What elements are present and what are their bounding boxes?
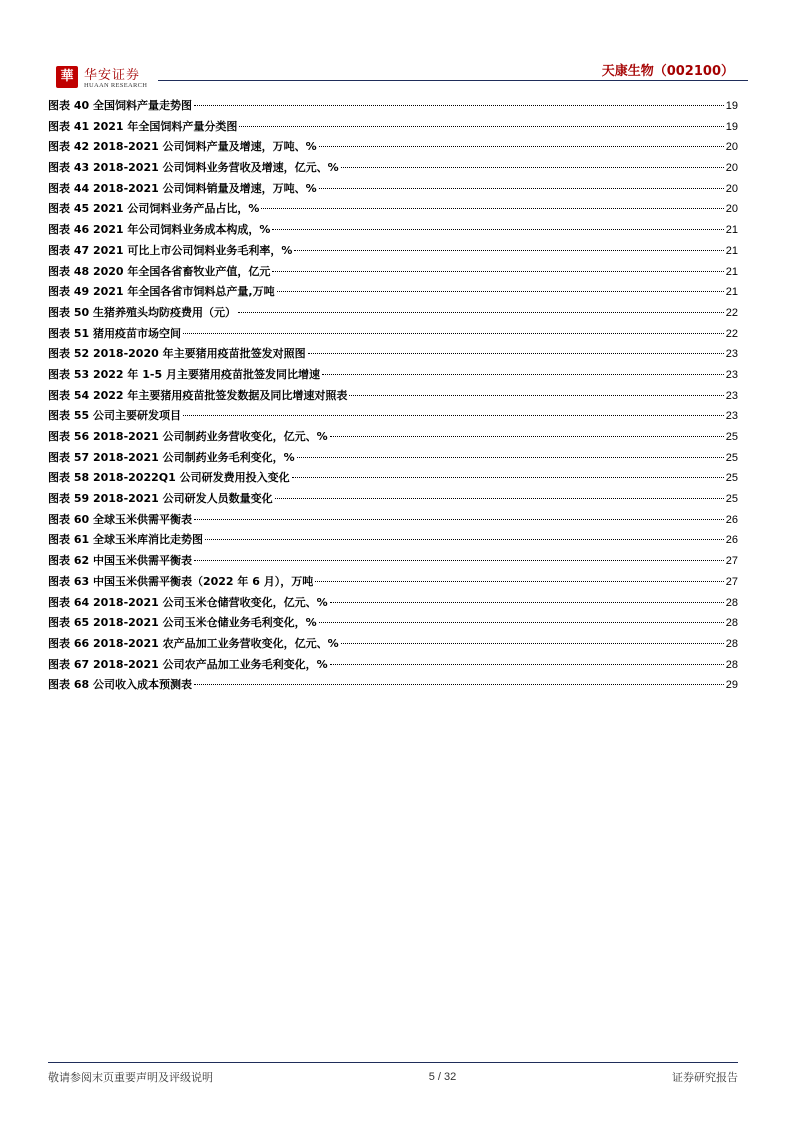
toc-entry[interactable] [48,490,738,511]
toc-leader-dots [272,271,723,272]
toc-entry-page[interactable]: 23 [725,368,738,381]
toc-entry[interactable] [48,635,738,656]
toc-entry-page[interactable]: 27 [725,555,738,568]
toc-leader-dots [194,560,724,561]
toc-leader-dots [308,353,724,354]
toc-entry-page[interactable]: 19 [725,100,738,112]
toc-entry[interactable] [48,387,738,408]
toc-entry-page[interactable]: 22 [725,306,738,319]
page-footer [48,1062,738,1085]
toc-entry[interactable] [48,511,738,532]
toc-leader-dots [194,519,724,520]
toc-entry-label[interactable]: 图表 49 2021 年全国各省市饲料总产量,万吨 [48,285,275,299]
toc-entry-label[interactable]: 图表 68 公司收入成本预测表 [48,678,192,692]
toc-leader-dots [319,188,724,189]
toc-entry-page[interactable]: 22 [725,327,738,340]
footer-divider [48,1062,738,1063]
toc-entry[interactable] [48,159,738,180]
disclaimer-note: 敬请参阅末页重要声明及评级说明 [48,1071,213,1084]
toc-entry-page[interactable]: 21 [725,286,738,299]
toc-entry-label[interactable]: 图表 52 2018-2020 年主要猪用疫苗批签发对照图 [48,347,306,361]
toc-entry-label[interactable]: 图表 65 2018-2021 公司玉米仓储业务毛利变化，% [48,616,317,630]
toc-leader-dots [183,415,724,416]
toc-entry-page[interactable]: 25 [725,493,738,506]
toc-leader-dots [194,684,724,685]
huaan-logo-icon: 華 [56,66,78,88]
toc-entry-label[interactable]: 图表 66 2018-2021 农产品加工业务营收变化，亿元、% [48,636,339,650]
logo-name-en: HUAAN RESEARCH [84,82,148,89]
toc-entry-label[interactable]: 图表 45 2021 公司饲料业务产品占比，% [48,202,260,216]
toc-leader-dots [330,436,724,437]
toc-entry-page[interactable]: 23 [725,410,738,423]
toc-entry-label[interactable]: 图表 46 2021 年公司饲料业务成本构成，% [48,223,271,237]
toc-entry[interactable] [48,242,738,263]
toc-entry-page[interactable]: 28 [725,637,738,650]
toc-entry[interactable] [48,676,738,697]
toc-leader-dots [297,457,724,458]
toc-leader-dots [238,312,724,313]
toc-leader-dots [315,581,724,582]
toc-leader-dots [272,229,723,230]
toc-entry-label[interactable]: 图表 63 中国玉米供需平衡表（2022 年 6 月），万吨 [48,574,314,588]
toc-entry-label[interactable]: 图表 62 中国玉米供需平衡表 [48,554,192,568]
toc-entry-label[interactable]: 图表 56 2018-2021 公司制药业务营收变化，亿元、% [48,430,328,443]
toc-entry-label[interactable]: 图表 40 全国饲料产量走势图 [48,99,192,112]
toc-entry-page[interactable]: 19 [725,120,738,133]
toc-entry-label[interactable]: 图表 43 2018-2021 公司饲料业务营收及增速，亿元、% [48,161,339,175]
toc-entry[interactable] [48,325,738,346]
toc-entry[interactable] [48,449,738,470]
toc-entry[interactable] [48,180,738,201]
page-number: 5 / 32 [428,1071,457,1083]
toc-entry-page[interactable]: 25 [725,451,738,464]
logo-name-cn: 华安证券 [84,68,141,83]
toc-entry[interactable] [48,221,738,242]
toc-entry-label[interactable]: 图表 54 2022 年主要猪用疫苗批签发数据及同比增速对照表 [48,388,348,402]
toc-entry[interactable] [48,304,738,325]
toc-entry-page[interactable]: 28 [725,617,738,630]
toc-entry-page[interactable]: 28 [725,658,738,671]
toc-entry[interactable] [48,656,738,677]
toc-leader-dots [322,374,724,375]
toc-entry-label[interactable]: 图表 64 2018-2021 公司玉米仓储营收变化，亿元、% [48,595,328,609]
figure-index-list [48,97,738,697]
toc-entry-label[interactable]: 图表 55 公司主要研发项目 [48,409,181,423]
toc-leader-dots [319,146,724,147]
toc-leader-dots [319,622,724,623]
toc-leader-dots [292,477,724,478]
toc-entry-label[interactable]: 图表 41 2021 年全国饲料产量分类图 [48,119,238,133]
toc-entry-page[interactable]: 23 [725,348,738,361]
toc-leader-dots [277,291,724,292]
toc-leader-dots [183,333,724,334]
toc-entry-label[interactable]: 图表 57 2018-2021 公司制药业务毛利变化，% [48,450,295,464]
toc-entry-label[interactable]: 图表 51 猪用疫苗市场空间 [48,326,181,340]
toc-entry-label[interactable]: 图表 58 2018-2022Q1 公司研发费用投入变化 [48,471,290,485]
toc-entry-label[interactable]: 图表 61 全球玉米库消比走势图 [48,533,203,547]
toc-leader-dots [294,250,723,251]
toc-entry[interactable] [48,573,738,594]
toc-leader-dots [341,167,724,168]
toc-entry[interactable] [48,283,738,304]
toc-entry[interactable] [48,531,738,552]
toc-entry-page[interactable]: 29 [725,679,738,692]
page-header [48,58,748,100]
toc-entry[interactable] [48,138,738,159]
toc-entry-label[interactable]: 图表 47 2021 可比上市公司饲料业务毛利率，% [48,243,293,257]
toc-leader-dots [261,208,723,209]
toc-entry[interactable] [48,407,738,428]
toc-entry-page[interactable]: 20 [725,162,738,175]
toc-entry[interactable] [48,263,738,284]
toc-entry-label[interactable]: 图表 48 2020 年全国各省畜牧业产值，亿元 [48,264,271,278]
toc-leader-dots [330,602,724,603]
toc-entry[interactable] [48,552,738,573]
toc-entry-page[interactable]: 21 [725,265,738,278]
toc-entry-label[interactable]: 图表 60 全球玉米供需平衡表 [48,512,192,526]
toc-leader-dots [275,498,724,499]
toc-leader-dots [239,126,723,127]
header-divider [158,80,748,81]
toc-entry[interactable] [48,469,738,490]
toc-entry-page[interactable]: 26 [725,534,738,547]
toc-leader-dots [330,664,724,665]
toc-leader-dots [194,105,724,106]
toc-entry-label[interactable]: 图表 59 2018-2021 公司研发人员数量变化 [48,492,273,506]
toc-entry[interactable] [48,594,738,615]
report-category: 证券研究报告 [672,1071,738,1084]
toc-entry[interactable] [48,614,738,635]
toc-entry-page[interactable]: 25 [725,472,738,485]
toc-entry-label[interactable]: 图表 67 2018-2021 公司农产品加工业务毛利变化，% [48,657,328,671]
toc-entry[interactable] [48,366,738,387]
toc-entry-page[interactable]: 23 [725,389,738,402]
toc-entry[interactable] [48,345,738,366]
report-title: 天康生物（002100） [601,64,734,79]
toc-entry-page[interactable]: 20 [725,203,738,216]
toc-entry-label[interactable]: 图表 42 2018-2021 公司饲料产量及增速，万吨、% [48,140,317,154]
toc-leader-dots [349,395,723,396]
toc-entry-page[interactable]: 20 [725,141,738,154]
toc-entry-page[interactable]: 20 [725,182,738,195]
toc-entry-label[interactable]: 图表 53 2022 年 1-5 月主要猪用疫苗批签发同比增速 [48,367,320,381]
toc-entry-label[interactable]: 图表 50 生猪养殖头均防疫费用（元） [48,305,236,319]
toc-entry[interactable] [48,97,738,118]
toc-entry[interactable] [48,118,738,139]
toc-entry[interactable] [48,428,738,449]
toc-entry-page[interactable]: 27 [725,575,738,588]
toc-entry[interactable] [48,200,738,221]
toc-entry-page[interactable]: 28 [725,596,738,609]
toc-entry-page[interactable]: 21 [725,244,738,257]
toc-entry-page[interactable]: 26 [725,513,738,526]
toc-entry-label[interactable]: 图表 44 2018-2021 公司饲料销量及增速，万吨、% [48,181,317,195]
toc-leader-dots [341,643,724,644]
toc-leader-dots [205,539,724,540]
toc-entry-page[interactable]: 21 [725,224,738,237]
toc-entry-page[interactable]: 25 [725,431,738,443]
